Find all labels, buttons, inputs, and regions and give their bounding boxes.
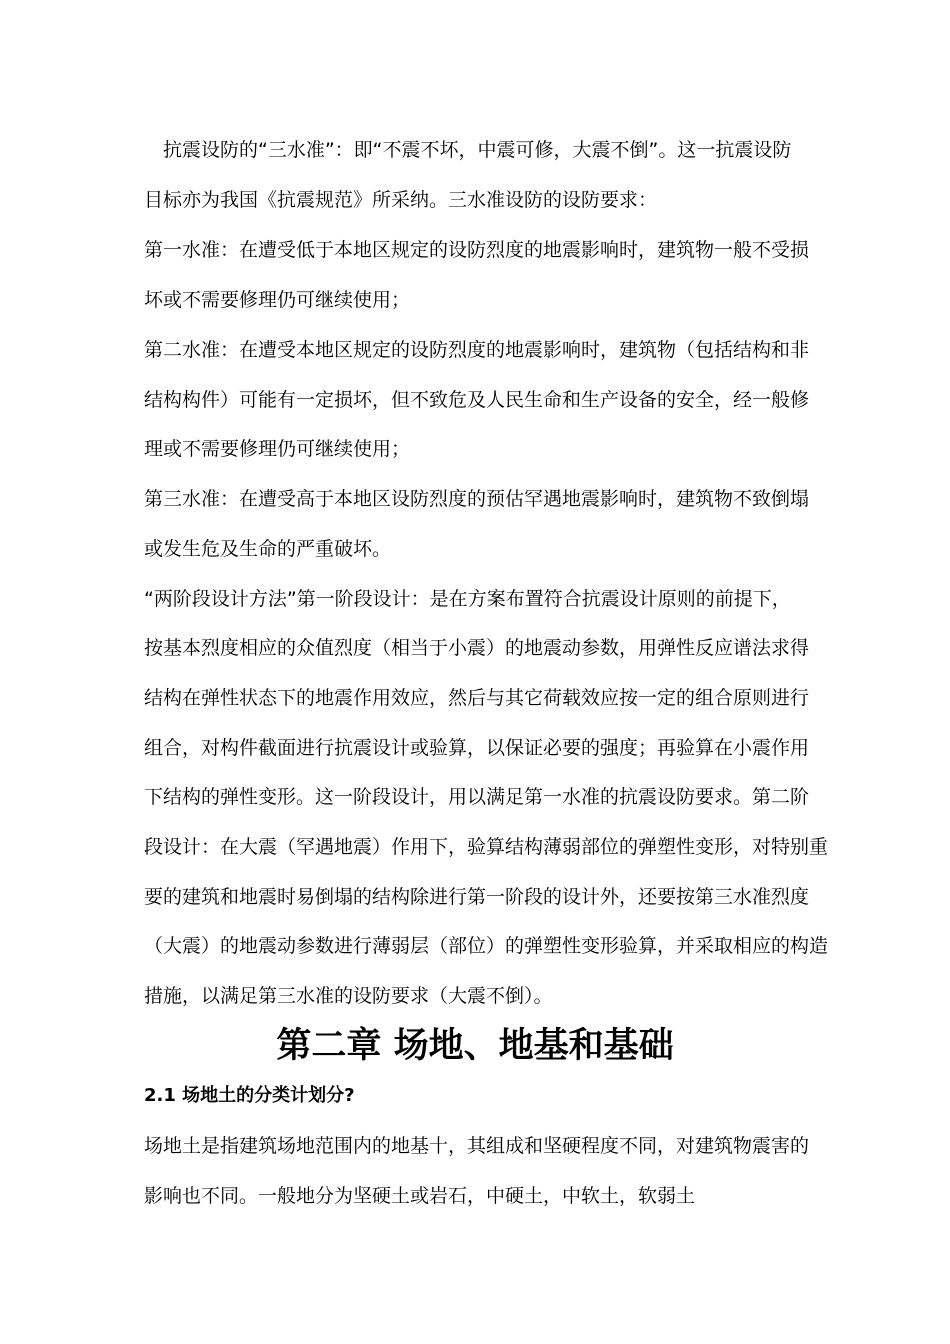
paragraph-line: 按基本烈度相应的众值烈度（相当于小震）的地震动参数，用弹性反应谱法求得 — [144, 637, 810, 659]
paragraph-line: 结构在弹性状态下的地震作用效应，然后与其它荷载效应按一定的组合原则进行 — [144, 687, 810, 709]
paragraph-line: 要的建筑和地震时易倒塌的结构除进行第一阶段的设计外，还要按第三水准烈度 — [144, 886, 810, 908]
paragraph-line: 第二水准：在遭受本地区规定的设防烈度的地震影响时，建筑物（包括结构和非 — [144, 339, 810, 361]
paragraph-line: 段设计：在大震（罕遇地震）作用下，验算结构薄弱部位的弹塑性变形，对特别重 — [144, 836, 829, 858]
paragraph-line: （大震）的地震动参数进行薄弱层（部位）的弹塑性变形验算，并采取相应的构造 — [144, 935, 829, 957]
paragraph-line: 影响也不同。一般地分为坚硬土或岩石，中硬土，中软土，软弱土 — [144, 1185, 696, 1207]
paragraph-line: “两阶段设计方法”第一阶段设计：是在方案布置符合抗震设计原则的前提下， — [144, 588, 791, 610]
paragraph-line: 第一水准：在遭受低于本地区规定的设防烈度的地震影响时，建筑物一般不受损 — [144, 239, 810, 261]
paragraph-line: 第三水准：在遭受高于本地区设防烈度的预估罕遇地震影响时，建筑物不致倒塌 — [144, 488, 810, 510]
paragraph-line: 或发生危及生命的严重破坏。 — [144, 538, 392, 560]
paragraph-line: 坏或不需要修理仍可继续使用； — [144, 289, 411, 311]
paragraph-line: 场地土是指建筑场地范围内的地基十，其组成和坚硬程度不同，对建筑物震害的 — [144, 1135, 810, 1157]
paragraph-line: 抗震设防的“三水准”：即“不震不坏，中震可修，大震不倒”。这一抗震设防 — [144, 139, 792, 161]
paragraph-line: 措施，以满足第三水准的设防要求（大震不倒）。 — [144, 985, 553, 1007]
paragraph-line: 组合，对构件截面进行抗震设计或验算，以保证必要的强度；再验算在小震作用 — [144, 737, 810, 759]
chapter-title: 第二章 场地、地基和基础 — [276, 1026, 674, 1066]
paragraph-line: 目标亦为我国《抗震规范》所采纳。三水准设防的设防要求： — [144, 189, 658, 211]
paragraph-line: 结构构件）可能有一定损坏，但不致危及人民生命和生产设备的安全，经一般修 — [144, 389, 810, 411]
section-heading: 2.1 场地土的分类计划分? — [144, 1085, 355, 1106]
paragraph-line: 下结构的弹性变形。这一阶段设计，用以满足第一水准的抗震设防要求。第二阶 — [144, 786, 810, 808]
paragraph-line: 理或不需要修理仍可继续使用； — [144, 438, 411, 460]
